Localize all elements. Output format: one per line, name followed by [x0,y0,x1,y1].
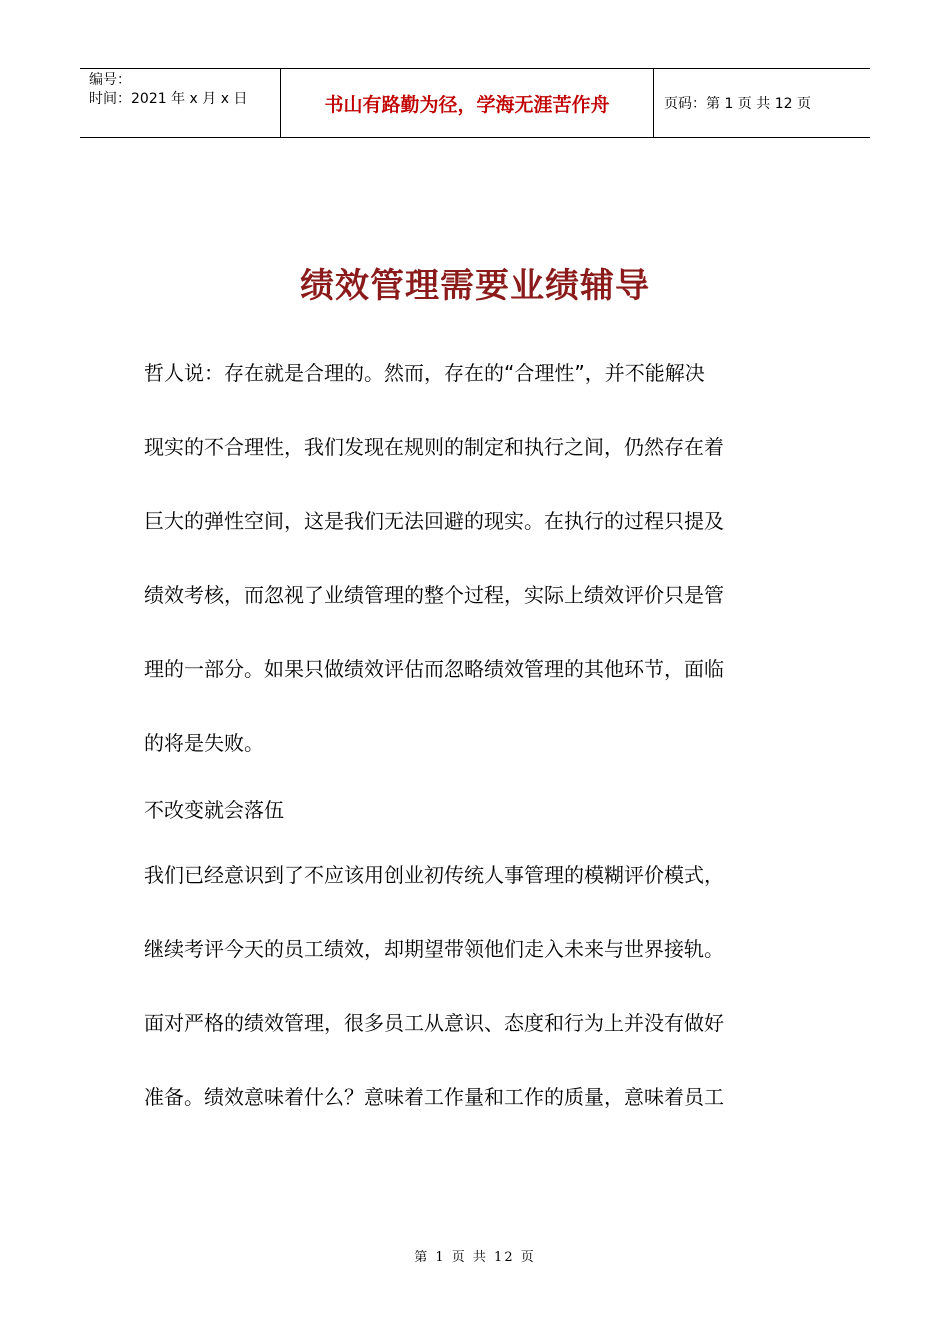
paragraph-line: 准备。绩效意味着什么？意味着工作量和工作的质量，意味着员工 [144,1085,724,1109]
header-table [80,68,870,138]
paragraph-line: 的将是失败。 [144,731,264,755]
document-number-label: 编号： [89,72,131,88]
paragraph-line: 绩效考核，而忽视了业绩管理的整个过程，实际上绩效评价只是管 [144,583,724,607]
page-footer: 第 1 页 共 12 页 [414,1250,536,1265]
paragraph-line: 面对严格的绩效管理，很多员工从意识、态度和行为上并没有做好 [144,1011,724,1035]
header-motto: 书山有路勤为径，学海无涯苦作舟 [324,93,610,116]
paragraph-line: 继续考评今天的员工绩效，却期望带领他们走入未来与世界接轨。 [144,937,724,961]
paragraph-line: 哲人说：存在就是合理的。然而，存在的“合理性”，并不能解决 [144,361,705,385]
paragraph-1 [144,336,804,780]
header-page-info: 页码：第 1 页 共 12 页 [664,96,811,112]
section-subheading: 不改变就会落伍 [144,798,284,822]
paragraph-line: 巨大的弹性空间，这是我们无法回避的现实。在执行的过程只提及 [144,509,724,533]
header-motto-cell [281,69,654,137]
document-date-label: 时间：2021 年 x 月 x 日 [89,91,248,107]
paragraph-2 [144,838,804,1134]
header-page-cell [654,69,870,137]
paragraph-line: 我们已经意识到了不应该用创业初传统人事管理的模糊评价模式， [144,863,724,887]
document-title: 绩效管理需要业绩辅导 [300,266,650,306]
paragraph-line: 现实的不合理性，我们发现在规则的制定和执行之间，仍然存在着 [144,435,724,459]
header-meta-cell [80,69,281,137]
paragraph-line: 理的一部分。如果只做绩效评估而忽略绩效管理的其他环节，面临 [144,657,724,681]
